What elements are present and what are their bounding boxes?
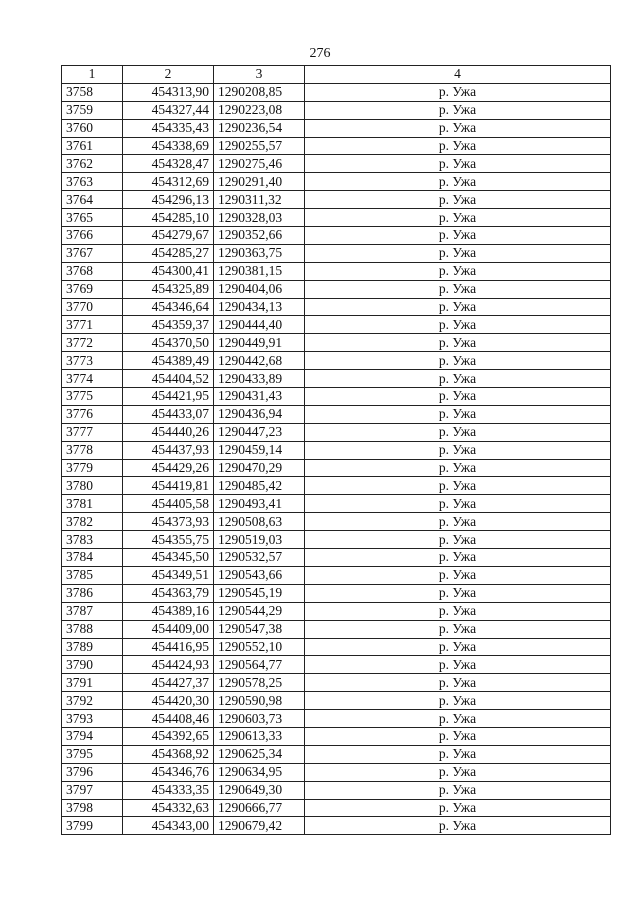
- x-coordinate-cell: 454328,47: [123, 155, 214, 173]
- description-cell: р. Ужа: [305, 602, 611, 620]
- y-coordinate-cell: 1290381,15: [214, 262, 305, 280]
- y-coordinate-cell: 1290449,91: [214, 334, 305, 352]
- x-coordinate-cell: 454420,30: [123, 692, 214, 710]
- table-row: [62, 817, 611, 835]
- table-row: [62, 352, 611, 370]
- x-coordinate-cell: 454408,46: [123, 710, 214, 728]
- y-coordinate-cell: 1290434,13: [214, 298, 305, 316]
- coordinates-table: [61, 65, 611, 835]
- point-number-cell: 3776: [62, 405, 123, 423]
- point-number-cell: 3770: [62, 298, 123, 316]
- y-coordinate-cell: 1290578,25: [214, 674, 305, 692]
- point-number-cell: 3781: [62, 495, 123, 513]
- x-coordinate-cell: 454437,93: [123, 441, 214, 459]
- description-cell: р. Ужа: [305, 763, 611, 781]
- y-coordinate-cell: 1290275,46: [214, 155, 305, 173]
- description-cell: р. Ужа: [305, 405, 611, 423]
- y-coordinate-cell: 1290545,19: [214, 584, 305, 602]
- x-coordinate-cell: 454404,52: [123, 370, 214, 388]
- table-row: [62, 119, 611, 137]
- y-coordinate-cell: 1290311,32: [214, 191, 305, 209]
- description-cell: р. Ужа: [305, 334, 611, 352]
- point-number-cell: 3767: [62, 244, 123, 262]
- table-row: [62, 727, 611, 745]
- y-coordinate-cell: 1290436,94: [214, 405, 305, 423]
- description-cell: р. Ужа: [305, 316, 611, 334]
- x-coordinate-cell: 454332,63: [123, 799, 214, 817]
- y-coordinate-cell: 1290519,03: [214, 531, 305, 549]
- point-number-cell: 3768: [62, 262, 123, 280]
- y-coordinate-cell: 1290625,34: [214, 745, 305, 763]
- description-cell: р. Ужа: [305, 441, 611, 459]
- description-cell: р. Ужа: [305, 799, 611, 817]
- x-coordinate-cell: 454389,49: [123, 352, 214, 370]
- description-cell: р. Ужа: [305, 727, 611, 745]
- x-coordinate-cell: 454338,69: [123, 137, 214, 155]
- y-coordinate-cell: 1290564,77: [214, 656, 305, 674]
- y-coordinate-cell: 1290543,66: [214, 566, 305, 584]
- point-number-cell: 3772: [62, 334, 123, 352]
- table-row: [62, 674, 611, 692]
- point-number-cell: 3796: [62, 763, 123, 781]
- description-cell: р. Ужа: [305, 244, 611, 262]
- x-coordinate-cell: 454409,00: [123, 620, 214, 638]
- description-cell: р. Ужа: [305, 119, 611, 137]
- point-number-cell: 3782: [62, 513, 123, 531]
- description-cell: р. Ужа: [305, 209, 611, 227]
- table-row: [62, 459, 611, 477]
- table-row: [62, 83, 611, 101]
- table-row: [62, 584, 611, 602]
- description-cell: р. Ужа: [305, 280, 611, 298]
- description-cell: р. Ужа: [305, 191, 611, 209]
- x-coordinate-cell: 454424,93: [123, 656, 214, 674]
- point-number-cell: 3792: [62, 692, 123, 710]
- x-coordinate-cell: 454346,64: [123, 298, 214, 316]
- y-coordinate-cell: 1290590,98: [214, 692, 305, 710]
- description-cell: р. Ужа: [305, 101, 611, 119]
- table-row: [62, 549, 611, 567]
- x-coordinate-cell: 454355,75: [123, 531, 214, 549]
- x-coordinate-cell: 454279,67: [123, 227, 214, 245]
- point-number-cell: 3764: [62, 191, 123, 209]
- table-row: [62, 334, 611, 352]
- description-cell: р. Ужа: [305, 459, 611, 477]
- description-cell: р. Ужа: [305, 620, 611, 638]
- x-coordinate-cell: 454440,26: [123, 423, 214, 441]
- point-number-cell: 3778: [62, 441, 123, 459]
- table-row: [62, 298, 611, 316]
- description-cell: р. Ужа: [305, 638, 611, 656]
- header-row: [62, 66, 611, 84]
- point-number-cell: 3798: [62, 799, 123, 817]
- table-row: [62, 781, 611, 799]
- y-coordinate-cell: 1290208,85: [214, 83, 305, 101]
- x-coordinate-cell: 454389,16: [123, 602, 214, 620]
- table-row: [62, 513, 611, 531]
- y-coordinate-cell: 1290552,10: [214, 638, 305, 656]
- point-number-cell: 3791: [62, 674, 123, 692]
- page-number: 276: [309, 46, 331, 61]
- point-number-cell: 3758: [62, 83, 123, 101]
- x-coordinate-cell: 454373,93: [123, 513, 214, 531]
- table-row: [62, 566, 611, 584]
- description-cell: р. Ужа: [305, 584, 611, 602]
- y-coordinate-cell: 1290666,77: [214, 799, 305, 817]
- description-cell: р. Ужа: [305, 692, 611, 710]
- y-coordinate-cell: 1290547,38: [214, 620, 305, 638]
- point-number-cell: 3786: [62, 584, 123, 602]
- column-header-x: 2: [123, 66, 214, 84]
- description-cell: р. Ужа: [305, 173, 611, 191]
- description-cell: р. Ужа: [305, 745, 611, 763]
- y-coordinate-cell: 1290485,42: [214, 477, 305, 495]
- description-cell: р. Ужа: [305, 83, 611, 101]
- description-cell: р. Ужа: [305, 710, 611, 728]
- description-cell: р. Ужа: [305, 477, 611, 495]
- x-coordinate-cell: 454419,81: [123, 477, 214, 495]
- description-cell: р. Ужа: [305, 656, 611, 674]
- description-cell: р. Ужа: [305, 674, 611, 692]
- table-row: [62, 745, 611, 763]
- table-row: [62, 280, 611, 298]
- table-row: [62, 495, 611, 513]
- table-row: [62, 531, 611, 549]
- point-number-cell: 3779: [62, 459, 123, 477]
- point-number-cell: 3777: [62, 423, 123, 441]
- description-cell: р. Ужа: [305, 352, 611, 370]
- x-coordinate-cell: 454313,90: [123, 83, 214, 101]
- y-coordinate-cell: 1290433,89: [214, 370, 305, 388]
- point-number-cell: 3794: [62, 727, 123, 745]
- point-number-cell: 3769: [62, 280, 123, 298]
- point-number-cell: 3773: [62, 352, 123, 370]
- y-coordinate-cell: 1290508,63: [214, 513, 305, 531]
- point-number-cell: 3790: [62, 656, 123, 674]
- y-coordinate-cell: 1290431,43: [214, 388, 305, 406]
- point-number-cell: 3783: [62, 531, 123, 549]
- description-cell: р. Ужа: [305, 495, 611, 513]
- table-row: [62, 602, 611, 620]
- x-coordinate-cell: 454285,27: [123, 244, 214, 262]
- point-number-cell: 3759: [62, 101, 123, 119]
- table-row: [62, 441, 611, 459]
- table-row: [62, 638, 611, 656]
- table-row: [62, 316, 611, 334]
- description-cell: р. Ужа: [305, 137, 611, 155]
- column-header-number: 1: [62, 66, 123, 84]
- x-coordinate-cell: 454296,13: [123, 191, 214, 209]
- point-number-cell: 3771: [62, 316, 123, 334]
- description-cell: р. Ужа: [305, 388, 611, 406]
- x-coordinate-cell: 454285,10: [123, 209, 214, 227]
- point-number-cell: 3780: [62, 477, 123, 495]
- description-cell: р. Ужа: [305, 781, 611, 799]
- x-coordinate-cell: 454429,26: [123, 459, 214, 477]
- table-row: [62, 101, 611, 119]
- description-cell: р. Ужа: [305, 227, 611, 245]
- y-coordinate-cell: 1290447,23: [214, 423, 305, 441]
- table-row: [62, 137, 611, 155]
- y-coordinate-cell: 1290603,73: [214, 710, 305, 728]
- description-cell: р. Ужа: [305, 817, 611, 835]
- point-number-cell: 3793: [62, 710, 123, 728]
- table-row: [62, 173, 611, 191]
- table-row: [62, 227, 611, 245]
- table-row: [62, 405, 611, 423]
- point-number-cell: 3762: [62, 155, 123, 173]
- table-row: [62, 763, 611, 781]
- description-cell: р. Ужа: [305, 549, 611, 567]
- point-number-cell: 3785: [62, 566, 123, 584]
- point-number-cell: 3784: [62, 549, 123, 567]
- y-coordinate-cell: 1290459,14: [214, 441, 305, 459]
- x-coordinate-cell: 454427,37: [123, 674, 214, 692]
- y-coordinate-cell: 1290352,66: [214, 227, 305, 245]
- x-coordinate-cell: 454370,50: [123, 334, 214, 352]
- table-row: [62, 477, 611, 495]
- y-coordinate-cell: 1290444,40: [214, 316, 305, 334]
- point-number-cell: 3765: [62, 209, 123, 227]
- y-coordinate-cell: 1290255,57: [214, 137, 305, 155]
- x-coordinate-cell: 454325,89: [123, 280, 214, 298]
- table-row: [62, 370, 611, 388]
- x-coordinate-cell: 454312,69: [123, 173, 214, 191]
- y-coordinate-cell: 1290679,42: [214, 817, 305, 835]
- y-coordinate-cell: 1290223,08: [214, 101, 305, 119]
- point-number-cell: 3789: [62, 638, 123, 656]
- description-cell: р. Ужа: [305, 155, 611, 173]
- x-coordinate-cell: 454345,50: [123, 549, 214, 567]
- y-coordinate-cell: 1290544,29: [214, 602, 305, 620]
- y-coordinate-cell: 1290613,33: [214, 727, 305, 745]
- table-row: [62, 620, 611, 638]
- x-coordinate-cell: 454416,95: [123, 638, 214, 656]
- x-coordinate-cell: 454300,41: [123, 262, 214, 280]
- table-row: [62, 155, 611, 173]
- point-number-cell: 3775: [62, 388, 123, 406]
- y-coordinate-cell: 1290404,06: [214, 280, 305, 298]
- y-coordinate-cell: 1290442,68: [214, 352, 305, 370]
- table-row: [62, 423, 611, 441]
- description-cell: р. Ужа: [305, 531, 611, 549]
- table-row: [62, 209, 611, 227]
- description-cell: р. Ужа: [305, 370, 611, 388]
- description-cell: р. Ужа: [305, 423, 611, 441]
- y-coordinate-cell: 1290470,29: [214, 459, 305, 477]
- table-body: [62, 83, 611, 834]
- table-row: [62, 710, 611, 728]
- y-coordinate-cell: 1290649,30: [214, 781, 305, 799]
- x-coordinate-cell: 454392,65: [123, 727, 214, 745]
- point-number-cell: 3761: [62, 137, 123, 155]
- point-number-cell: 3760: [62, 119, 123, 137]
- table-row: [62, 191, 611, 209]
- x-coordinate-cell: 454333,35: [123, 781, 214, 799]
- description-cell: р. Ужа: [305, 298, 611, 316]
- y-coordinate-cell: 1290493,41: [214, 495, 305, 513]
- x-coordinate-cell: 454327,44: [123, 101, 214, 119]
- x-coordinate-cell: 454343,00: [123, 817, 214, 835]
- y-coordinate-cell: 1290532,57: [214, 549, 305, 567]
- point-number-cell: 3797: [62, 781, 123, 799]
- x-coordinate-cell: 454346,76: [123, 763, 214, 781]
- description-cell: р. Ужа: [305, 513, 611, 531]
- y-coordinate-cell: 1290236,54: [214, 119, 305, 137]
- point-number-cell: 3795: [62, 745, 123, 763]
- table-header: [62, 66, 611, 84]
- x-coordinate-cell: 454363,79: [123, 584, 214, 602]
- table-row: [62, 388, 611, 406]
- x-coordinate-cell: 454368,92: [123, 745, 214, 763]
- point-number-cell: 3788: [62, 620, 123, 638]
- point-number-cell: 3799: [62, 817, 123, 835]
- table-row: [62, 656, 611, 674]
- table-row: [62, 799, 611, 817]
- column-header-y: 3: [214, 66, 305, 84]
- x-coordinate-cell: 454349,51: [123, 566, 214, 584]
- point-number-cell: 3787: [62, 602, 123, 620]
- column-header-description: 4: [305, 66, 611, 84]
- x-coordinate-cell: 454433,07: [123, 405, 214, 423]
- table-row: [62, 244, 611, 262]
- point-number-cell: 3766: [62, 227, 123, 245]
- table-row: [62, 692, 611, 710]
- point-number-cell: 3763: [62, 173, 123, 191]
- table-row: [62, 262, 611, 280]
- x-coordinate-cell: 454359,37: [123, 316, 214, 334]
- y-coordinate-cell: 1290634,95: [214, 763, 305, 781]
- y-coordinate-cell: 1290363,75: [214, 244, 305, 262]
- description-cell: р. Ужа: [305, 262, 611, 280]
- description-cell: р. Ужа: [305, 566, 611, 584]
- x-coordinate-cell: 454421,95: [123, 388, 214, 406]
- y-coordinate-cell: 1290328,03: [214, 209, 305, 227]
- point-number-cell: 3774: [62, 370, 123, 388]
- x-coordinate-cell: 454335,43: [123, 119, 214, 137]
- x-coordinate-cell: 454405,58: [123, 495, 214, 513]
- y-coordinate-cell: 1290291,40: [214, 173, 305, 191]
